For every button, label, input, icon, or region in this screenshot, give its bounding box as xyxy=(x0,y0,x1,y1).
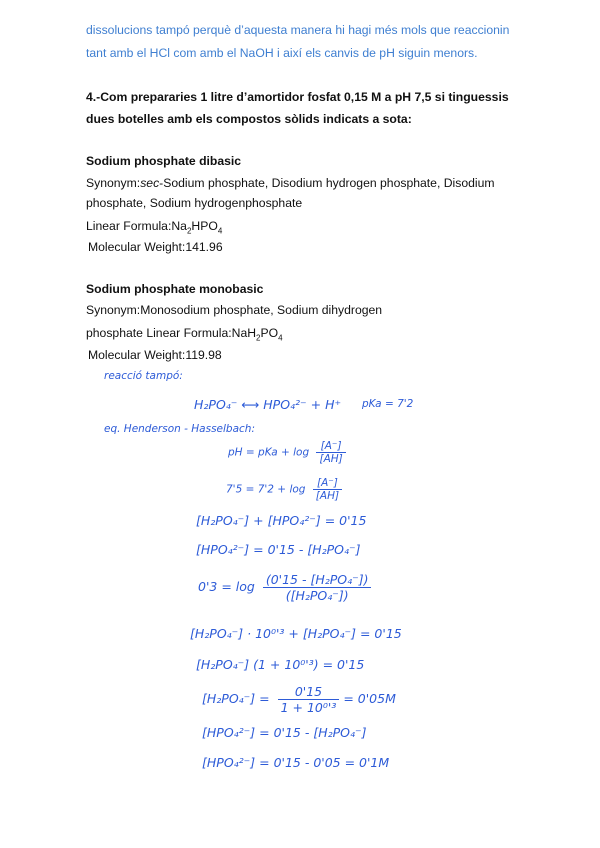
hw-eq1: pH = pKa + log $\frac{[A^-]}{[AH]}$ xyxy=(228,440,346,465)
dibasic-formula: Linear $Formula:Na_2HPO_4$ xyxy=(86,219,223,236)
dibasic-synonym-line-2: phosphate, Sodium hydrogenphosphate xyxy=(86,196,303,210)
hw-eq3: [H₂PO₄⁻] + [HPO₄²⁻] = 0'15 xyxy=(196,513,367,528)
monobasic-synonym-line-2: phosphate Linear $Formula:NaH_2PO_4$ xyxy=(86,326,283,343)
intro-line-2: tant amb el HCl com amb el NaOH i així els canvis de pH siguin menors. xyxy=(86,46,478,60)
monobasic-molecular-weight: Molecular Weight:119.98 xyxy=(88,348,222,362)
hw-eq2: 7'5 = 7'2 + log $\frac{[A^-]}{[AH]}$ xyxy=(226,477,342,502)
monobasic-title: Sodium phosphate monobasic xyxy=(86,282,264,296)
hw-eq7: [H₂PO₄⁻] (1 + 10⁰'³) = 0'15 xyxy=(196,657,365,672)
hw-eq5: 0'3 = log $\frac{\text{(0'15 - [H₂PO₄⁻])}}{\text{([H₂PO₄⁻])}}$ xyxy=(198,572,371,603)
hw-label-henderson: eq. Henderson - Hasselbach: xyxy=(104,423,255,435)
dibasic-synonym-line-1: Synonym:sec-Sodium phosphate, Disodium hydrogen phosphate, Disodium xyxy=(86,176,495,190)
hw-label-reaccio-tampo: reacció tampó: xyxy=(104,370,183,382)
hw-eq6: [H₂PO₄⁻] · 10⁰'³ + [H₂PO₄⁻] = 0'15 xyxy=(190,626,402,641)
dibasic-title: Sodium phosphate dibasic xyxy=(86,154,242,168)
question-line-2: dues botelles amb els compostos sòlids indicats a sota: xyxy=(86,112,412,126)
hw-eq10: [HPO₄²⁻] = 0'15 - 0'05 = 0'1M xyxy=(202,755,390,770)
dibasic-molecular-weight: Molecular Weight:141.96 xyxy=(88,240,223,254)
hw-reaction: H₂PO₄⁻ ⟷ HPO₄²⁻ + H⁺ xyxy=(194,397,342,412)
monobasic-synonym-line-1: Synonym:Monosodium phosphate, Sodium dihydrogen xyxy=(86,303,383,317)
hw-eq8: [H₂PO₄⁻] = $\frac{0'15}{\text{1 + 10⁰'³}}$ = 0'05M xyxy=(202,684,396,715)
hw-pka: pKa = 7'2 xyxy=(362,398,414,410)
hw-eq4: [HPO₄²⁻] = 0'15 - [H₂PO₄⁻] xyxy=(196,542,361,557)
hw-eq9: [HPO₄²⁻] = 0'15 - [H₂PO₄⁻] xyxy=(202,725,367,740)
intro-line-1: dissolucions tampó perquè d’aquesta manera hi hagi més mols que reaccionin xyxy=(86,23,510,37)
question-line-1: 4.-Com prepararies 1 litre d’amortidor fosfat 0,15 M a pH 7,5 si tinguessis xyxy=(86,90,509,104)
